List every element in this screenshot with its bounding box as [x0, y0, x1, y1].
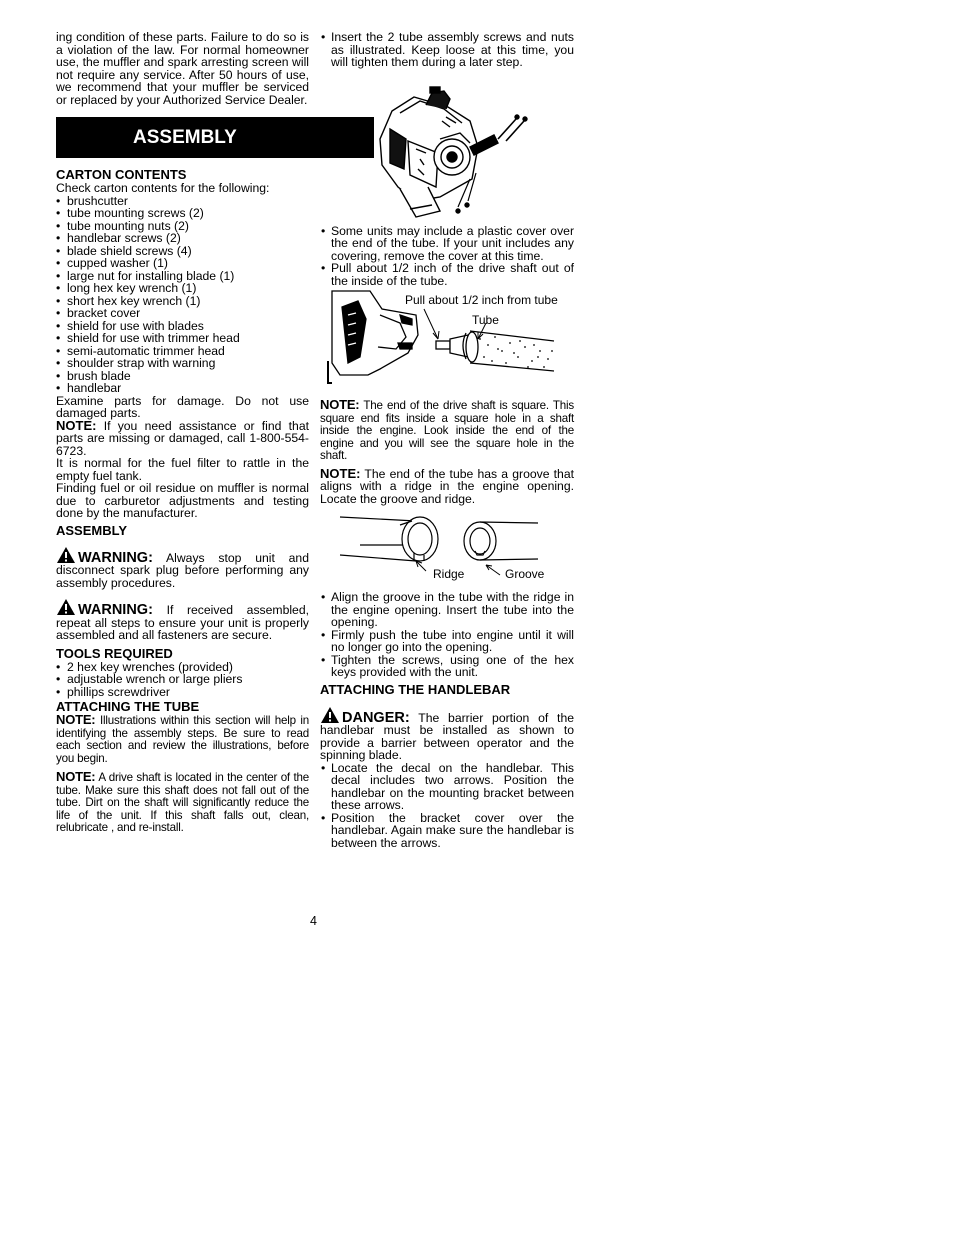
fuel-filter-text: It is normal for the fuel filter to rattle in the empty fuel tank.	[56, 456, 309, 483]
groove-label: Groove	[505, 567, 545, 581]
carton-item: • handlebar	[56, 382, 309, 395]
carton-item: • tube mounting nuts (2)	[56, 220, 309, 233]
danger-text: The barrier portion of the handlebar must be installed as shown to provide a barrier between operator and the spinning blade.	[320, 710, 574, 762]
danger-paragraph	[320, 706, 574, 762]
carton-intro: Check carton contents for the following:	[56, 181, 270, 195]
page-number: 4	[310, 914, 317, 928]
step-remove-cover: • Some units may include a plastic cover over the end of the tube. If your unit includes any covering, remove the cover at this time.	[320, 225, 574, 263]
step-tighten-screws: • Tighten the screws, using one of the hex keys provided with the unit.	[320, 654, 574, 679]
muffler-intro: ing condition of these parts. Failure to do so is a violation of the law. For normal homeowner use, the muffler and spark arresting screen will not require any service. After 50 hours of use, we recommend that your muffler be serviced or replaced by your Authorized Service Dealer.	[56, 30, 309, 107]
tube-steps-list	[320, 591, 574, 679]
note-illustrations-paragraph	[56, 714, 309, 765]
tool-item: • adjustable wrench or large pliers	[56, 673, 309, 686]
assembly-heading: ASSEMBLY	[56, 522, 128, 538]
step-push-tube: • Firmly push the tube into engine until it will no longer go into the opening.	[320, 629, 574, 654]
warning-text-1: Always stop unit and disconnect spark plug before performing any assembly procedures.	[56, 550, 309, 590]
carton-item: • tube mounting screws (2)	[56, 207, 309, 220]
examine-text: Examine parts for damage. Do not use damaged parts.	[56, 393, 309, 420]
carton-item: • shield for use with trimmer head	[56, 332, 309, 345]
carton-item: • handlebar screws (2)	[56, 232, 309, 245]
step-align-groove: • Align the groove in the tube with the ridge in the engine opening. Insert the tube into the opening.	[320, 591, 574, 629]
attaching-handlebar-heading: ATTACHING THE HANDLEBAR	[320, 681, 511, 697]
carton-item: • shoulder strap with warning	[56, 357, 309, 370]
carton-item: • semi-automatic trimmer head	[56, 345, 309, 358]
warning-label: WARNING:	[78, 549, 153, 566]
left-column	[56, 31, 309, 835]
note-shaft-text: A drive shaft is located in the center of the tube. Make sure this shaft does not fall out of the tube. Dirt on the shaft will significantly reduce the life of the unit. If this shaft falls out, clean, relubricate , and re-install.	[56, 771, 309, 834]
carton-item: • bracket cover	[56, 307, 309, 320]
carton-item: • large nut for installing blade (1)	[56, 270, 309, 283]
right-column	[320, 31, 574, 849]
note-illustrations-text: Illustrations within this section will help in identifying the assembly steps. Be sure to read each section and review the illustrations, before you begin.	[56, 714, 309, 765]
step-bracket-cover: • Position the bracket cover over the handlebar. Again make sure the handlebar is between the arrows.	[320, 812, 574, 850]
pull-shaft-figure	[320, 287, 574, 397]
residue-text: Finding fuel or oil residue on muffler is normal due to carburetor adjustments and testing done by the manufacturer.	[56, 481, 309, 520]
step-pull-shaft: • Pull about 1/2 inch of the drive shaft out of the inside of the tube.	[320, 262, 574, 287]
note-groove-text: The end of the tube has a groove that aligns with a ridge in the engine opening. Locate the groove and ridge.	[320, 466, 574, 506]
pull-shaft-label: Pull about 1/2 inch from tube	[405, 293, 558, 307]
assembly-banner: ASSEMBLY	[56, 117, 374, 158]
ridge-groove-figure	[320, 511, 574, 589]
note-label: NOTE:	[320, 397, 360, 412]
danger-label: DANGER:	[342, 709, 410, 726]
carton-item: • cupped washer (1)	[56, 257, 309, 270]
tool-item: • 2 hex key wrenches (provided)	[56, 661, 309, 674]
step-insert-screws: • Insert the 2 tube assembly screws and nuts as illustrated. Keep loose at this time, you will tighten them during a later step.	[320, 31, 574, 69]
screws-list	[320, 31, 574, 69]
carton-item: • long hex key wrench (1)	[56, 282, 309, 295]
carton-item: • brushcutter	[56, 195, 309, 208]
danger-icon	[320, 706, 340, 724]
note-label: NOTE:	[320, 465, 361, 481]
tools-list	[56, 661, 309, 699]
carton-item: • short hex key wrench (1)	[56, 295, 309, 308]
ridge-label: Ridge	[433, 567, 465, 581]
carton-item: • shield for use with blades	[56, 320, 309, 333]
note-square-paragraph	[320, 399, 574, 463]
warning-paragraph-2	[56, 598, 309, 642]
warning-text-2: If received assembled, repeat all steps to ensure your unit is properly assembled and all fasteners are secure.	[56, 603, 309, 642]
step-locate-decal: • Locate the decal on the handlebar. This decal includes two arrows. Position the handlebar on the mounting bracket between these arrows.	[320, 762, 574, 812]
note-label: NOTE:	[56, 417, 97, 433]
warning-paragraph-1	[56, 546, 309, 590]
warning-label: WARNING:	[78, 602, 153, 618]
tube-label: Tube	[472, 313, 499, 327]
note-label: NOTE:	[56, 769, 96, 784]
warning-icon	[56, 598, 76, 616]
note-label: NOTE:	[56, 712, 96, 727]
tool-item: • phillips screwdriver	[56, 686, 309, 699]
carton-list	[56, 195, 309, 395]
carton-item: • blade shield screws (4)	[56, 245, 309, 258]
note-groove-paragraph	[320, 465, 574, 506]
handlebar-steps-list	[320, 762, 574, 850]
cover-pull-list	[320, 225, 574, 288]
warning-icon	[56, 546, 76, 564]
note-assist-paragraph	[56, 417, 309, 458]
note-square-text: The end of the drive shaft is square. This square end fits inside a square hole in a shaft inside the engine. Look inside the end of the engine and you will see the square hole in the shaft.	[320, 399, 574, 462]
note-assist-text: If you need assistance or find that parts are missing or damaged, call 1-800-554-6723.	[56, 418, 309, 458]
attaching-tube-heading: ATTACHING THE TUBE	[56, 699, 200, 714]
carton-item: • brush blade	[56, 370, 309, 383]
engine-screws-illustration	[320, 69, 574, 229]
note-shaft-paragraph	[56, 771, 309, 835]
tools-required-heading: TOOLS REQUIRED	[56, 645, 173, 661]
carton-contents-heading: CARTON CONTENTS	[56, 167, 187, 182]
